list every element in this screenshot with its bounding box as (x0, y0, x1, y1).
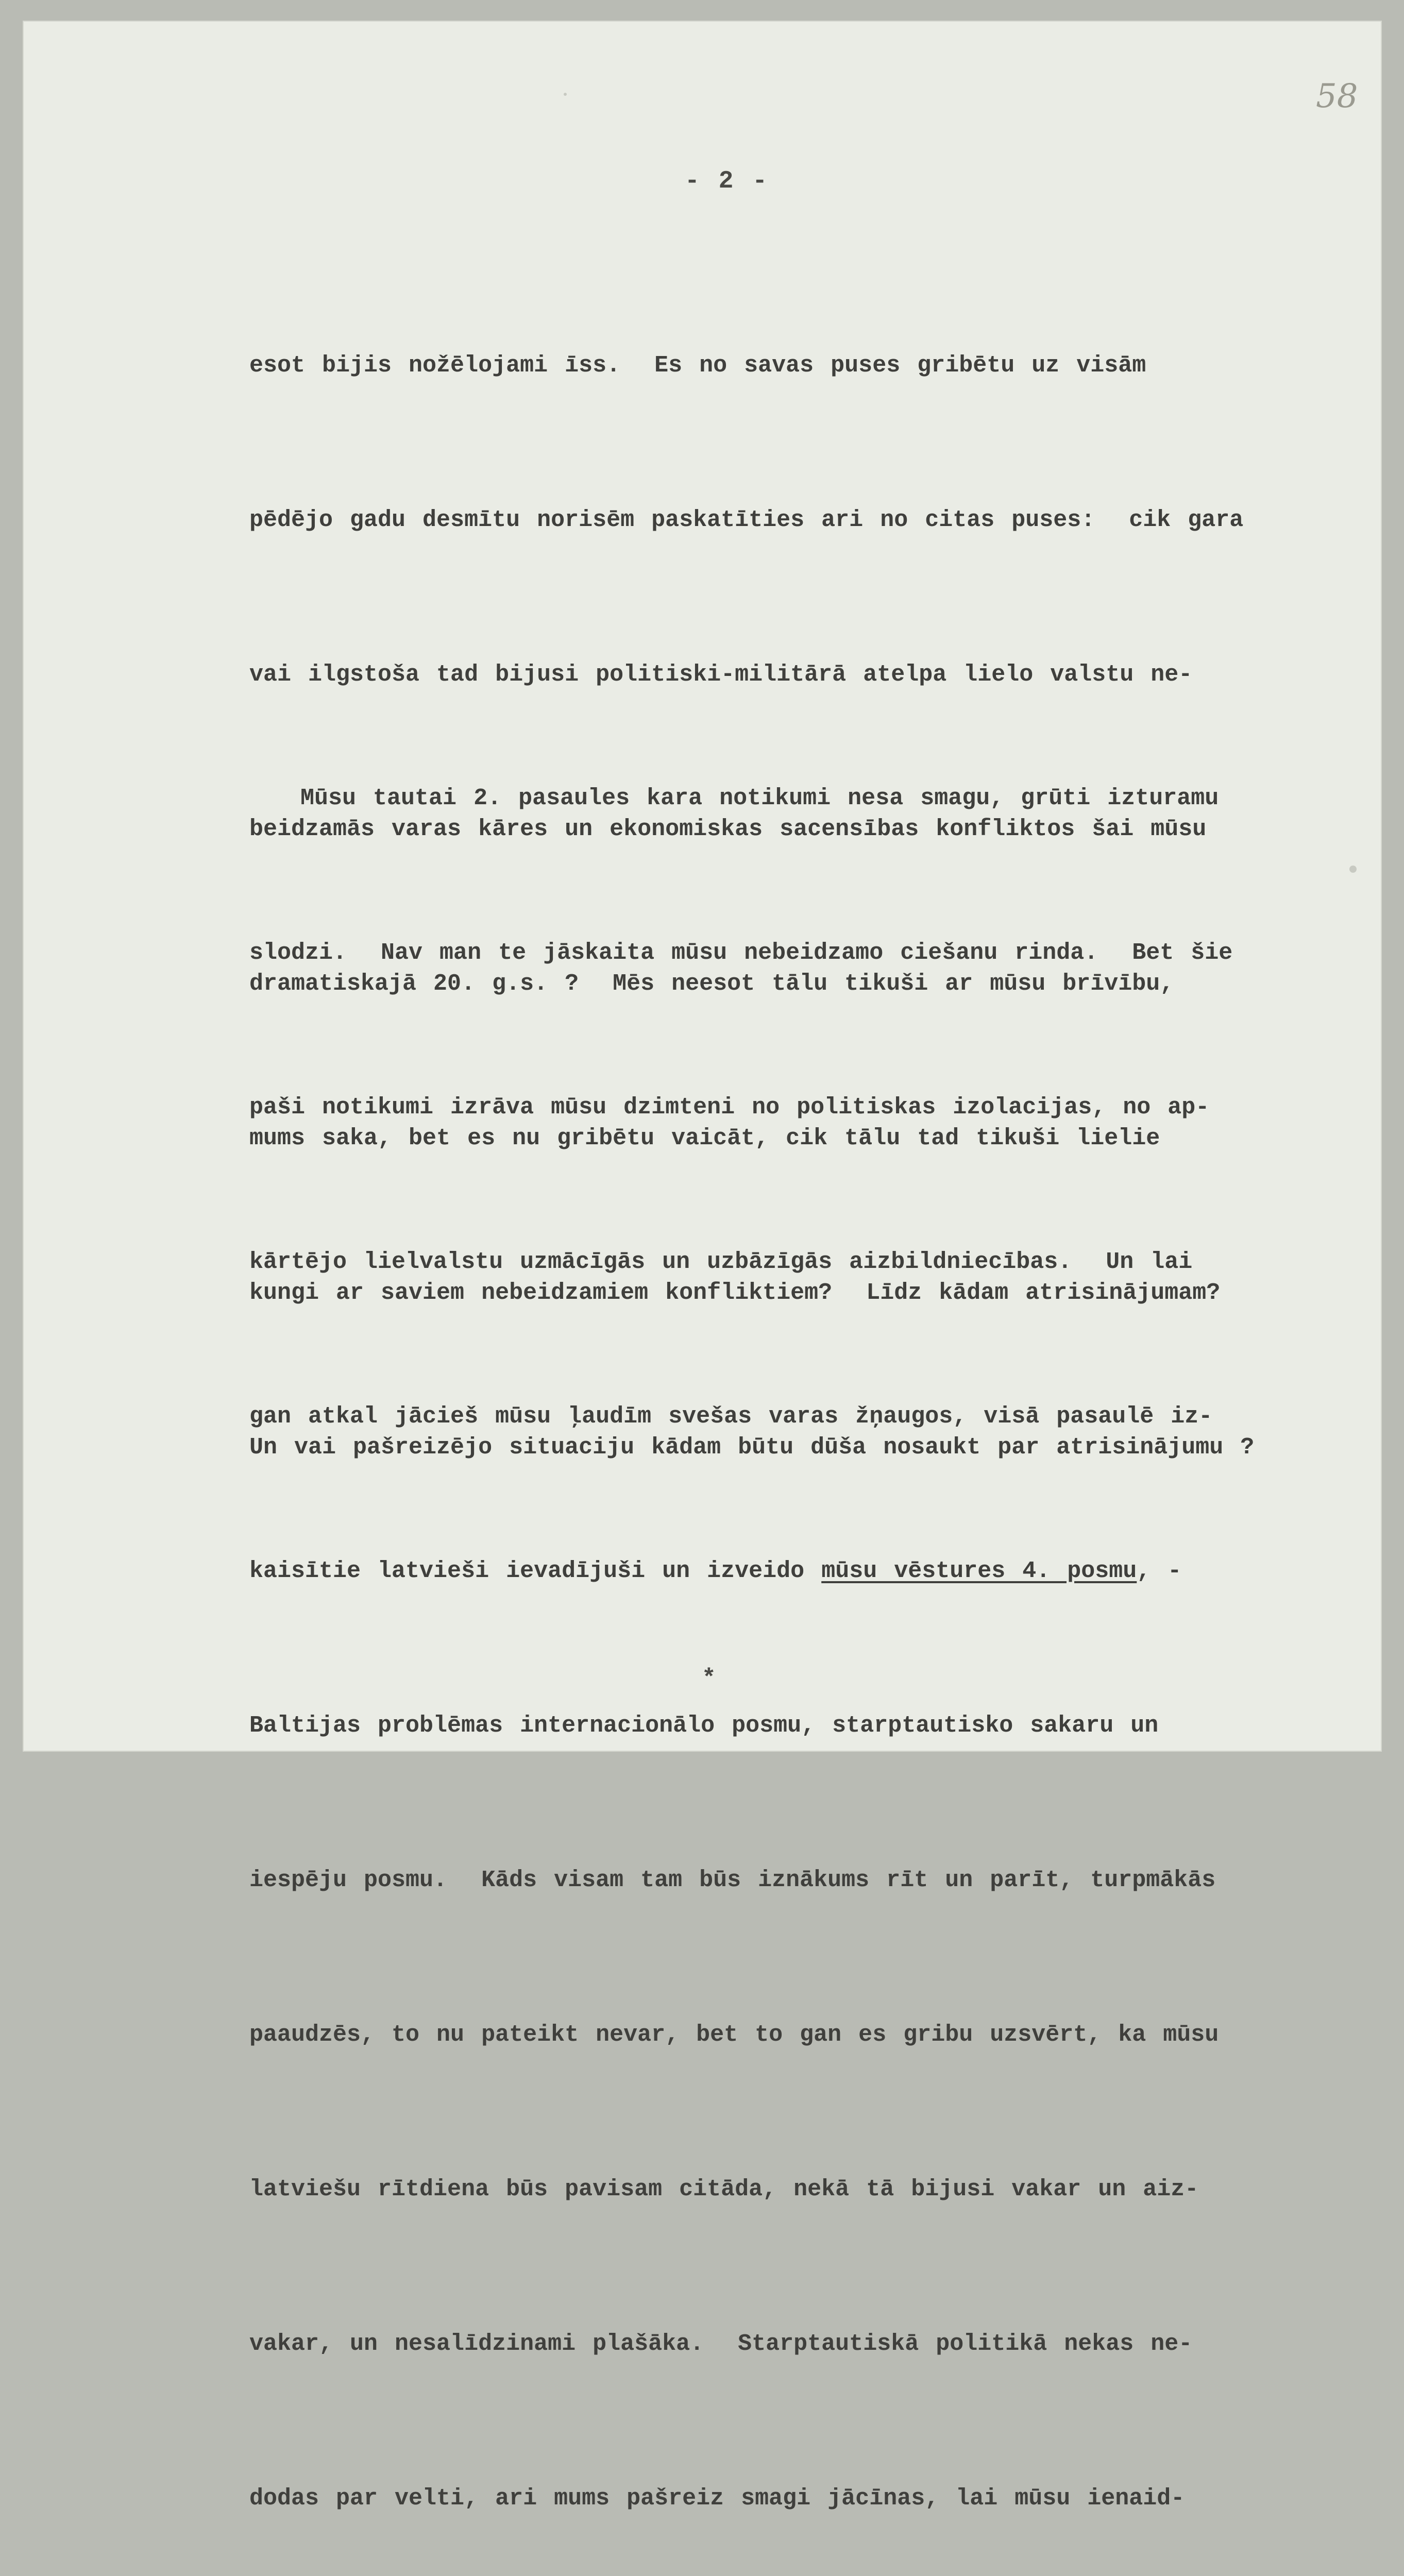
text-line: dramatiskajā 20. g.s. ? Mēs neesot tālu tikuši ar mūsu brīvību, (249, 971, 1174, 997)
text-line: kungi ar saviem nebeidzamiem konfliktiem? Līdz kādam atrisinājumam? (249, 1280, 1221, 1306)
text-line: latviešu rītdiena būs pavisam citāda, nekā tā bijusi vakar un aiz- (249, 2176, 1199, 2202)
text-line: Un vai pašreizējo situaciju kādam būtu dūša nosaukt par atrisinājumu ? (249, 1434, 1255, 1461)
text-line: beidzamās varas kāres un ekonomiskas sacensības konfliktos šai mūsu (249, 816, 1207, 842)
paper-speck (1349, 866, 1357, 873)
text-line: vai ilgstoša tad bijusi politiski-militārā atelpa lielo valstu ne- (249, 662, 1193, 688)
archive-page-number: 58 (1316, 77, 1358, 115)
text-line: paši notikumi izrāva mūsu dzimteni no politiskas izolacijas, no ap- (249, 1094, 1210, 1121)
text-line: iespēju posmu. Kāds visam tam būs iznākums rīt un parīt, turpmākās (249, 1867, 1216, 1893)
underlined-phrase: mūsu vēstures 4. posmu (821, 1558, 1137, 1584)
text-line: vakar, un nesalīdzinami plašāka. Starptautiskā politikā nekas ne- (249, 2331, 1193, 2357)
text-line: gan atkal jācieš mūsu ļaudīm svešas varas žņaugos, visā pasaulē iz- (249, 1403, 1213, 1430)
paragraph-2 (249, 670, 1331, 2576)
text-segment: , - (1137, 1558, 1182, 1584)
section-separator: * (702, 1665, 716, 1692)
paper-speck (564, 93, 567, 96)
text-line: slodzi. Nav man te jāskaita mūsu nebeidzamo ciešanu rinda. Bet šie (249, 940, 1233, 966)
page-number: - 2 - (685, 167, 770, 195)
document-page (23, 21, 1382, 2512)
text-line: kārtējo lielvalstu uzmācīgās un uzbāzīgās aizbildniecības. Un lai (249, 1249, 1193, 1275)
text-line: Baltijas problēmas internacionālo posmu, starptautisko sakaru un (249, 1713, 1159, 1739)
text-line: paaudzēs, to nu pateikt nevar, bet to gan es gribu uzsvērt, ka mūsu (249, 2022, 1219, 2048)
text-line: Mūsu tautai 2. pasaules kara notikumi nesa smagu, grūti izturamu (249, 785, 1219, 811)
text-line: pēdējo gadu desmītu norisēm paskatīties ari no citas puses: cik gara (249, 507, 1244, 533)
text-segment: kaisītie latvieši ievadījuši un izveido (249, 1558, 822, 1584)
text-line: esot bijis nožēlojami īss. Es no savas puses gribētu uz visām (249, 352, 1146, 379)
text-line-with-underline (249, 1546, 1331, 1597)
text-line: mums saka, bet es nu gribētu vaicāt, cik tālu tad tikuši lielie (249, 1125, 1160, 1151)
text-line: dodas par velti, ari mums pašreiz smagi jācīnas, lai mūsu ienaid- (249, 2485, 1185, 2512)
